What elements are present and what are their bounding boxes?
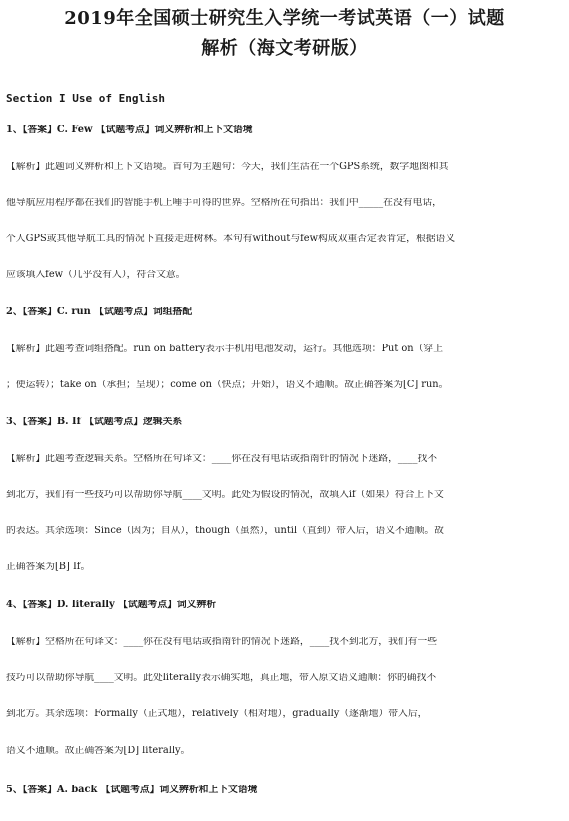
q4-explanation-line: 语义不通顺。故正确答案为[D] literally。	[6, 746, 191, 756]
q3-explanation-line: 【解析】此题考查逻辑关系。空格所在句译文：____你在没有电话或指南针的情况下迷路，____找不	[6, 454, 438, 464]
q2-explanation-line: ；使运转）；take on（承担；呈现）；come on（快点；开始），语义不通顺。故正确答案为[C] run。	[6, 380, 449, 390]
q1-explanation-line: 应该填入few（几乎没有人），符合文意。	[6, 270, 186, 280]
q2-answer-heading: 2、【答案】C. run 【试题考点】词组搭配	[6, 307, 193, 317]
q1-explanation-line: 他导航应用程序都在我们的智能手机上唾手可得的世界。空格所在句指出：我们中_____在没有电话，	[6, 198, 442, 208]
q4-answer-heading: 4、【答案】D. literally 【试题考点】词义辨析	[6, 600, 217, 610]
q2-explanation-line: 【解析】此题考查词组搭配。run on battery表示手机用电池发动，运行。其他选项：Put on（穿上	[6, 344, 443, 354]
q4-explanation-line: 到北方。其余选项：Formally（正式地），relatively（相对地），gradually（逐渐地）带入后，	[6, 709, 428, 719]
q5-answer-heading: 5、【答案】A. back 【试题考点】词义辨析和上下文语境	[6, 785, 258, 795]
document-title: 2019年全国硕士研究生入学统一考试英语（一）试题	[64, 8, 505, 29]
q3-answer-heading: 3、【答案】B. If 【试题考点】逻辑关系	[6, 417, 183, 427]
q1-answer-heading: 1、【答案】C. Few 【试题考点】词义辨析和上下文语境	[6, 125, 253, 135]
section-heading: Section I Use of English	[6, 92, 165, 105]
q1-explanation-line: 【解析】此题词义辨析和上下文语境。首句为主题句：今天，我们生活在一个GPS系统，数字地图和其	[6, 162, 449, 172]
document-subtitle: 解析（海文考研版）	[201, 38, 368, 59]
q3-explanation-line: 的表达。其余选项：Since（因为；自从），though（虽然），until（直到）带入后，语义不通顺。故	[6, 526, 444, 536]
q3-explanation-line: 到北方，我们有一些技巧可以帮助你导航____文明。此处为假设的情况，故填入if（如果）符合上下文	[6, 490, 444, 500]
q4-explanation-line: 【解析】空格所在句译文：____你在没有电话或指南针的情况下迷路，____找不到北方，我们有一些	[6, 637, 438, 647]
q3-explanation-line: 正确答案为[B] If。	[6, 562, 91, 572]
q1-explanation-line: 个人GPS或其他导航工具的情况下直接走进树林。本句有without与few构成双重否定表肯定，根据语义	[6, 234, 456, 244]
q4-explanation-line: 技巧可以帮助你导航____文明。此处literally表示确实地，真正地，带入原文语义通顺：你的确找不	[6, 673, 437, 683]
